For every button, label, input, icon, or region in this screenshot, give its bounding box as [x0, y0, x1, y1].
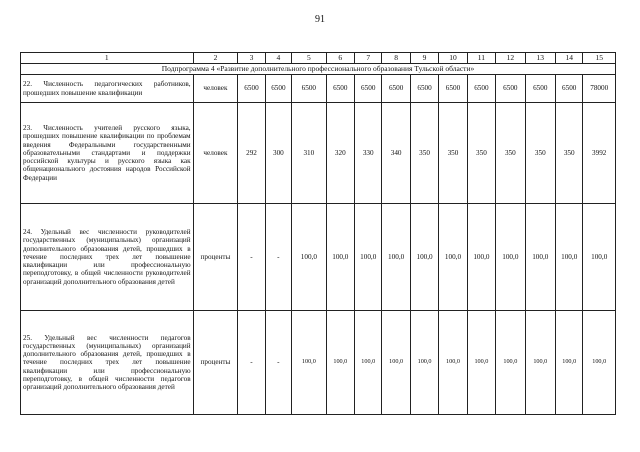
table-cell: 100,0 [496, 204, 525, 311]
column-header: 11 [467, 53, 495, 64]
table-cell: 100,0 [355, 204, 382, 311]
indicator-description: 23. Численность учителей русского языка, прошедших повышение квалификации по проблемам введения Федеральными государственными образовательными стандартами и поддержки российской культуры и русского языка как общенационального достояния народов Российской Федерации [21, 103, 194, 204]
column-header: 2 [193, 53, 238, 64]
column-header: 1 [21, 53, 194, 64]
column-header: 12 [496, 53, 525, 64]
indicator-unit: человек [193, 75, 238, 103]
column-header: 7 [355, 53, 382, 64]
table-cell: 350 [556, 103, 583, 204]
table-cell: 6500 [439, 75, 467, 103]
table-cell: 350 [439, 103, 467, 204]
table-cell: 100,0 [292, 204, 327, 311]
subprogram-row [21, 64, 616, 75]
table-cell: 100,0 [326, 204, 354, 311]
indicator-unit: человек [193, 103, 238, 204]
table-cell: 6500 [265, 75, 291, 103]
table-cell: 100,0 [583, 204, 616, 311]
table-cell: 100,0 [355, 311, 382, 415]
table-cell: 6500 [238, 75, 265, 103]
page-number: 91 [315, 14, 325, 25]
column-header: 13 [525, 53, 555, 64]
table-cell: 100,0 [410, 311, 438, 415]
table-cell: 310 [292, 103, 327, 204]
table-row [21, 75, 616, 103]
table-cell: 78000 [583, 75, 616, 103]
table-row [21, 103, 616, 204]
indicator-unit: проценты [193, 204, 238, 311]
table-cell: 100,0 [556, 311, 583, 415]
table-cell: 6500 [556, 75, 583, 103]
table-cell: 330 [355, 103, 382, 204]
table-cell: 6500 [467, 75, 495, 103]
table-cell: 350 [496, 103, 525, 204]
table-cell: 6500 [496, 75, 525, 103]
table-cell: 6500 [326, 75, 354, 103]
table-cell: 350 [525, 103, 555, 204]
indicator-description: 22. Численность педагогических работников, прошедших повышение квалификации [21, 75, 194, 103]
indicator-description: 25. Удельный вес численности педагогов государственных (муниципальных) организаций дополнительного образования детей, прошедших в течение последних трех лет повышение квалификации или профессиональную переподготовку, в общей численности педагогов организаций дополнительного образования детей [21, 311, 194, 415]
table-cell: 6500 [355, 75, 382, 103]
table-cell: - [238, 311, 265, 415]
table-cell: 100,0 [439, 204, 467, 311]
column-header: 4 [265, 53, 291, 64]
table-cell: 100,0 [439, 311, 467, 415]
table-cell: 100,0 [496, 311, 525, 415]
indicators-table [20, 52, 616, 415]
table-cell: 3992 [583, 103, 616, 204]
table-cell: 100,0 [382, 311, 410, 415]
table-cell: 100,0 [326, 311, 354, 415]
table-cell: 6500 [525, 75, 555, 103]
table-cell: 6500 [410, 75, 438, 103]
table-cell: 300 [265, 103, 291, 204]
table-cell: 100,0 [467, 311, 495, 415]
indicator-unit: проценты [193, 311, 238, 415]
table-cell: 100,0 [410, 204, 438, 311]
column-header: 3 [238, 53, 265, 64]
column-header: 10 [439, 53, 467, 64]
column-header: 6 [326, 53, 354, 64]
table-cell: 100,0 [525, 204, 555, 311]
table-cell: - [265, 311, 291, 415]
table-cell: 100,0 [583, 311, 616, 415]
column-header: 5 [292, 53, 327, 64]
table-cell: - [265, 204, 291, 311]
subprogram-title: Подпрограмма 4 «Развитие дополнительного профессионального образования Тульской области» [21, 64, 616, 75]
table-row [21, 204, 616, 311]
table-cell: 100,0 [382, 204, 410, 311]
table-cell: 100,0 [292, 311, 327, 415]
column-header: 8 [382, 53, 410, 64]
table-cell: 6500 [292, 75, 327, 103]
table-cell: 6500 [382, 75, 410, 103]
table-row [21, 311, 616, 415]
table-cell: 100,0 [525, 311, 555, 415]
table-cell: 320 [326, 103, 354, 204]
table-cell: 350 [467, 103, 495, 204]
table-cell: 292 [238, 103, 265, 204]
column-header: 14 [556, 53, 583, 64]
table-cell: 100,0 [467, 204, 495, 311]
table-cell: 350 [410, 103, 438, 204]
table-cell: 100,0 [556, 204, 583, 311]
table-cell: 340 [382, 103, 410, 204]
column-number-row [21, 53, 616, 64]
table-cell: - [238, 204, 265, 311]
indicator-description: 24. Удельный вес численности руководителей государственных (муниципальных) организаций дополнительного образования детей, прошедших в течение последних трех лет повышение квалификации или профессиональную переподготовку, в общей численности руководителей организаций дополнительного образования детей [21, 204, 194, 311]
column-header: 9 [410, 53, 438, 64]
column-header: 15 [583, 53, 616, 64]
